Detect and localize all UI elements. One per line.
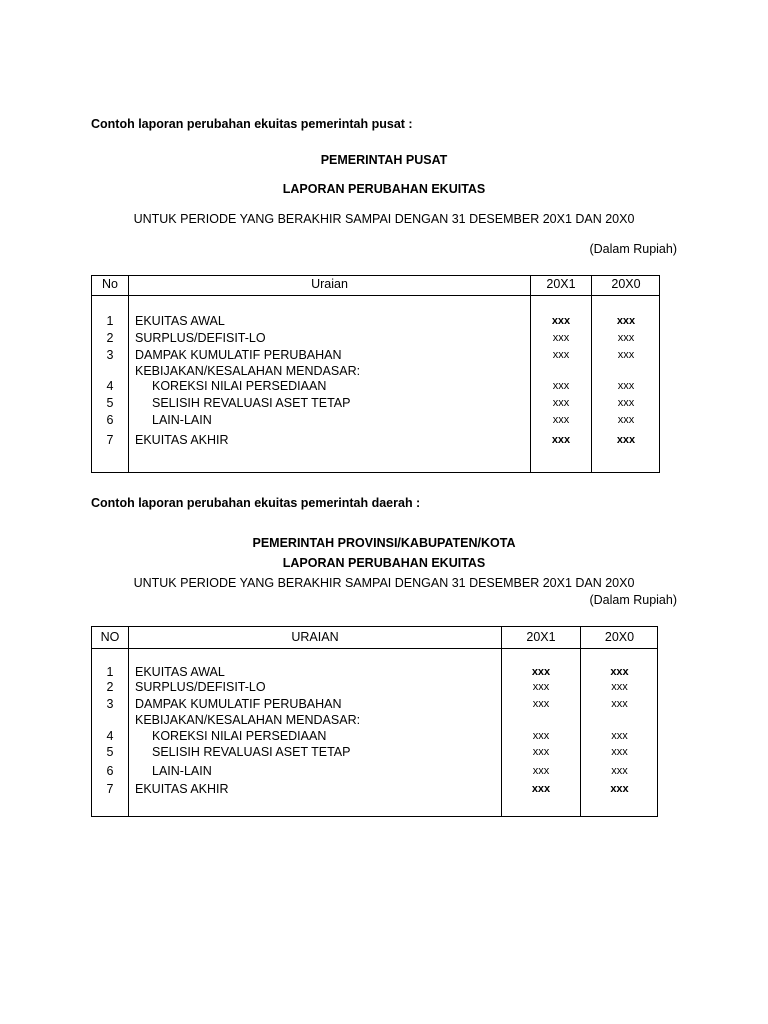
regional-row-value-20x1: xxx [532, 746, 550, 758]
regional-row-description: EKUITAS AKHIR [135, 782, 229, 796]
regional-report-title: LAPORAN PERUBAHAN EKUITAS [282, 556, 486, 570]
central-report-title: LAPORAN PERUBAHAN EKUITAS [282, 182, 486, 196]
central-row-description: KEBIJAKAN/KESALAHAN MENDASAR: [135, 364, 361, 378]
regional-period: UNTUK PERIODE YANG BERAKHIR SAMPAI DENGAN 31 DESEMBER 20X1 DAN 20X0 [133, 576, 635, 590]
central-header-uraian: Uraian [311, 277, 348, 291]
regional-row-number: 7 [106, 782, 114, 796]
central-row-value-20x1 [531, 364, 591, 365]
regional-row-value-20x0: xxx [611, 730, 628, 742]
central-row-number: 7 [106, 433, 114, 447]
central-row-value-20x1: xxx [552, 414, 570, 426]
central-row-value-20x0: xxx [616, 315, 636, 327]
central-row-description: EKUITAS AWAL [135, 314, 225, 328]
regional-row-description: LAIN-LAIN [152, 764, 212, 778]
regional-row-value-20x0: xxx [611, 698, 628, 710]
regional-row-value-20x1: xxx [531, 783, 551, 795]
central-row-value-20x0: xxx [616, 434, 636, 446]
central-header-no: No [102, 277, 118, 291]
regional-row-value-20x0: xxx [610, 666, 629, 678]
central-row-description: EKUITAS AKHIR [135, 433, 229, 447]
central-row-value-20x1: xxx [552, 332, 570, 344]
central-row-number: 3 [106, 348, 114, 362]
regional-entity: PEMERINTAH PROVINSI/KABUPATEN/KOTA [252, 536, 516, 550]
regional-row-number: 1 [106, 665, 114, 679]
central-row-value-20x1: xxx [552, 349, 570, 361]
central-row-number: 6 [106, 413, 114, 427]
regional-row-value-20x1 [502, 713, 580, 714]
regional-row-description: SURPLUS/DEFISIT-LO [135, 680, 266, 694]
regional-intro: Contoh laporan perubahan ekuitas pemerintah daerah : [91, 496, 421, 510]
central-row-value-20x0: xxx [617, 397, 635, 409]
central-row-value-20x0: xxx [617, 332, 635, 344]
regional-row-value-20x0: xxx [611, 681, 628, 693]
regional-header-20x1: 20X1 [526, 630, 556, 644]
regional-row-value-20x1: xxx [532, 765, 550, 777]
central-row-number: 4 [106, 379, 114, 393]
regional-currency: (Dalam Rupiah) [589, 593, 677, 607]
regional-row-value-20x1: xxx [532, 681, 550, 693]
central-row-value-20x0: xxx [617, 414, 635, 426]
central-row-number: 5 [106, 396, 114, 410]
central-intro: Contoh laporan perubahan ekuitas pemerintah pusat : [91, 117, 413, 131]
central-row-number: 1 [106, 314, 114, 328]
regional-row-description: EKUITAS AWAL [135, 665, 225, 679]
central-row-value-20x1: xxx [552, 380, 570, 392]
regional-row-value-20x1: xxx [532, 698, 550, 710]
regional-row-description: DAMPAK KUMULATIF PERUBAHAN [135, 697, 342, 711]
central-period: UNTUK PERIODE YANG BERAKHIR SAMPAI DENGAN 31 DESEMBER 20X1 DAN 20X0 [133, 212, 635, 226]
regional-header-uraian: URAIAN [291, 630, 339, 644]
central-header-20x0: 20X0 [611, 277, 641, 291]
regional-row-number: 4 [106, 729, 114, 743]
central-row-description: LAIN-LAIN [152, 413, 212, 427]
regional-header-no: NO [100, 630, 120, 644]
regional-row-value-20x1: xxx [531, 666, 551, 678]
regional-row-value-20x0 [581, 713, 658, 714]
central-row-number: 2 [106, 331, 114, 345]
regional-row-value-20x0: xxx [611, 765, 628, 777]
central-equity-table [91, 275, 660, 473]
central-row-value-20x0 [592, 364, 660, 365]
regional-row-number: 5 [106, 745, 114, 759]
regional-row-number: 2 [106, 680, 114, 694]
central-row-description: KOREKSI NILAI PERSEDIAAN [152, 379, 327, 393]
regional-row-value-20x0: xxx [610, 783, 629, 795]
regional-row-number: 6 [106, 764, 114, 778]
central-row-value-20x1: xxx [551, 434, 571, 446]
regional-row-description: SELISIH REVALUASI ASET TETAP [152, 745, 351, 759]
regional-equity-table [91, 626, 658, 817]
central-row-description: SURPLUS/DEFISIT-LO [135, 331, 266, 345]
central-entity: PEMERINTAH PUSAT [320, 153, 448, 167]
regional-header-20x0: 20X0 [604, 630, 635, 644]
regional-row-value-20x0: xxx [611, 746, 628, 758]
central-currency: (Dalam Rupiah) [589, 242, 677, 256]
regional-row-number: 3 [106, 697, 114, 711]
central-row-value-20x1: xxx [551, 315, 571, 327]
central-row-description: SELISIH REVALUASI ASET TETAP [152, 396, 351, 410]
central-row-value-20x1: xxx [552, 397, 570, 409]
regional-row-value-20x1: xxx [532, 730, 550, 742]
central-row-value-20x0: xxx [617, 380, 635, 392]
central-row-value-20x0: xxx [617, 349, 635, 361]
regional-row-description: KEBIJAKAN/KESALAHAN MENDASAR: [135, 713, 361, 727]
central-header-20x1: 20X1 [546, 277, 576, 291]
central-row-description: DAMPAK KUMULATIF PERUBAHAN [135, 348, 342, 362]
regional-row-description: KOREKSI NILAI PERSEDIAAN [152, 729, 327, 743]
